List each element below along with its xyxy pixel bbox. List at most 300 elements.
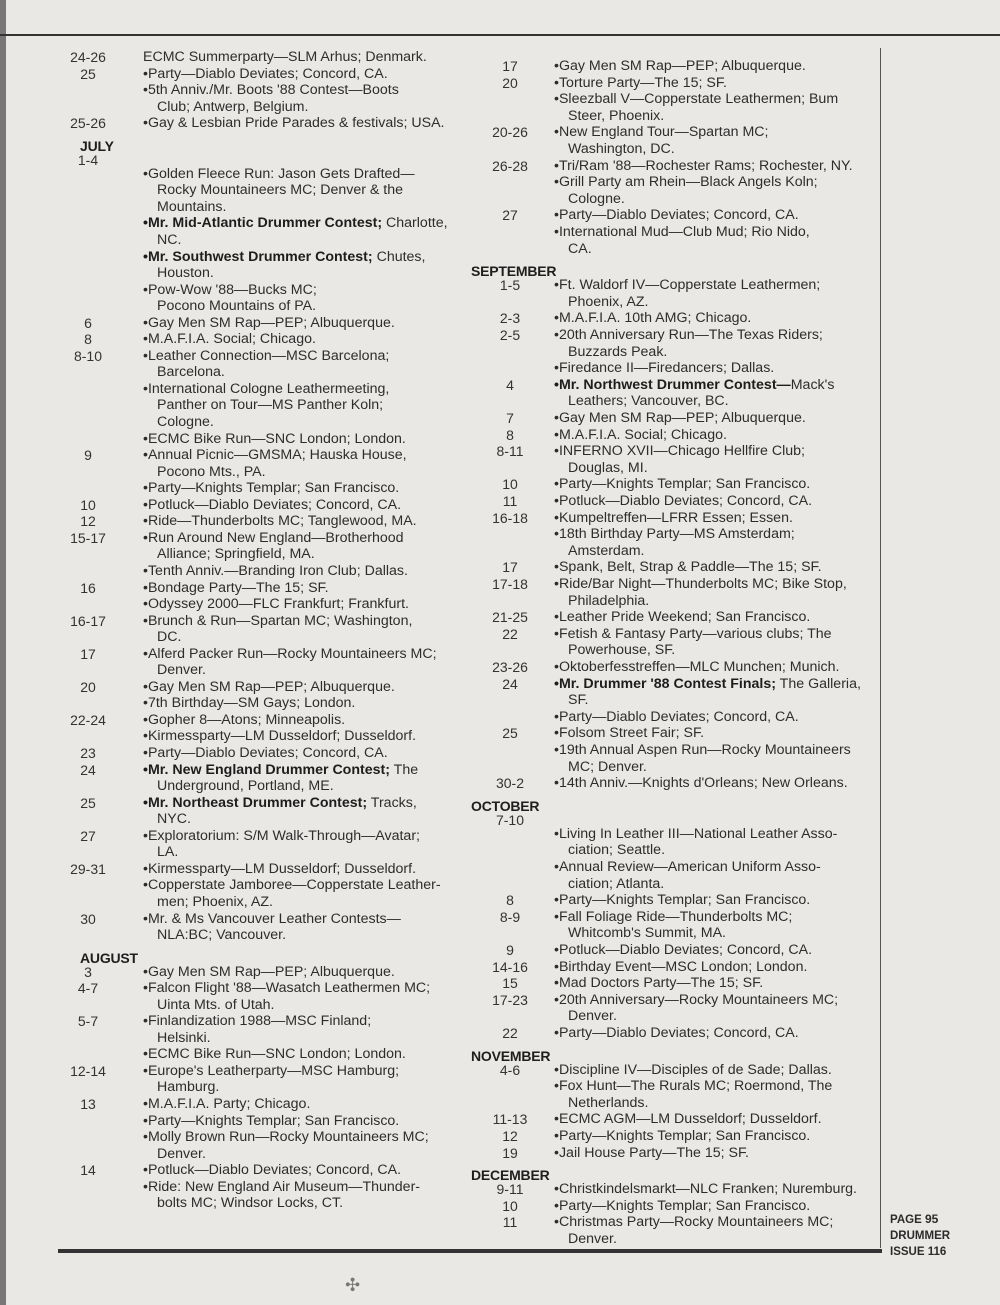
event-detail: •14th Anniv.—Knights d'Orleans; New Orleans. <box>554 775 848 792</box>
event-date: 5-7 <box>77 1013 99 1030</box>
event-detail: Denver. <box>157 1145 206 1162</box>
event-date: 27 <box>502 207 518 224</box>
event-text <box>157 997 274 1013</box>
event-date: 15 <box>502 975 518 992</box>
event-detail: •Potluck—Diablo Deviates; Concord, CA. <box>554 493 813 509</box>
event-highlight: •Mr. Mid-Atlantic Drummer Contest; <box>143 215 383 232</box>
event-text <box>554 427 727 443</box>
event-detail: Cologne. <box>568 190 625 207</box>
event-date: 19 <box>502 1144 518 1161</box>
event-detail: Denver. <box>157 662 206 679</box>
event-date: 22 <box>502 1025 518 1041</box>
event-detail: Club; Antwerp, Belgium. <box>157 98 309 115</box>
event-detail: •Christkindelsmarkt—NLC Franken; Nuremburg. <box>554 1181 857 1198</box>
event-text <box>554 559 822 575</box>
event-text <box>554 493 812 509</box>
event-text <box>554 1214 833 1230</box>
event-detail: •Pow-Wow '88—Bucks MC; <box>143 281 317 298</box>
event-text <box>143 82 399 98</box>
event-text <box>554 725 704 741</box>
event-detail: •New England Tour—Spartan MC; <box>554 124 769 141</box>
event-detail: LA. <box>157 844 179 861</box>
event-text <box>157 629 181 645</box>
event-text <box>554 174 818 190</box>
event-detail: •Fox Hunt—The Rurals MC; Roermond, The <box>554 1078 833 1095</box>
event-detail: Charlotte, <box>382 215 448 232</box>
event-detail: •Gopher 8—Atons; Minneapolis. <box>143 711 346 728</box>
event-detail: Rocky Mountaineers MC; Denver & the <box>157 182 404 199</box>
event-detail: Washington, DC. <box>568 141 675 157</box>
top-rule <box>0 34 1000 36</box>
month-heading: JULY <box>80 137 114 154</box>
event-detail: •Jail House Party—The 15; SF. <box>554 1144 750 1161</box>
event-text <box>568 241 592 257</box>
event-highlight: •Mr. Drummer '88 Contest Finals; <box>554 675 776 692</box>
event-detail: Powerhouse, SF. <box>568 642 676 659</box>
event-text <box>554 310 751 326</box>
event-text <box>568 1008 617 1024</box>
event-date: 11 <box>502 493 518 509</box>
event-detail: men; Phoenix, AZ. <box>157 893 273 910</box>
event-detail: Amsterdam. <box>568 542 645 559</box>
event-detail: •Leather Connection—MSC Barcelona; <box>143 347 390 364</box>
event-detail: •Run Around New England—Brotherhood <box>143 529 404 546</box>
event-text <box>554 377 834 393</box>
event-detail: Phoenix, AZ. <box>568 293 649 310</box>
event-detail: •Kirmessparty—LM Dusseldorf; Dusseldorf. <box>143 860 417 877</box>
event-detail: •Torture Party—The 15; SF. <box>554 74 727 91</box>
event-date: 10 <box>80 496 96 513</box>
event-detail: ciation; Seattle. <box>568 842 666 859</box>
event-text <box>143 911 401 927</box>
event-text <box>143 530 404 546</box>
event-detail: •Gay Men SM Rap—PEP; Albuquerque. <box>554 58 806 74</box>
event-text <box>554 576 847 592</box>
bottom-rule <box>58 1249 882 1253</box>
margin-rule <box>880 48 881 1248</box>
event-detail: •Brunch & Run—Spartan MC; Washington, <box>143 612 413 629</box>
event-date: 30 <box>80 910 96 927</box>
event-detail: •M.A.F.I.A. Social; Chicago. <box>554 426 727 443</box>
event-date: 25 <box>80 794 96 811</box>
event-detail: •Annual Review—American Uniform Asso- <box>554 859 821 875</box>
event-detail: •19th Annual Aspen Run—Rocky Mountaineers <box>554 742 851 758</box>
event-text <box>157 1030 211 1046</box>
event-date: 12 <box>502 1128 518 1144</box>
event-detail: •Birthday Event—MSC London; London. <box>554 958 808 975</box>
event-text <box>554 609 810 625</box>
event-detail: •Gay Men SM Rap—PEP; Albuquerque. <box>554 410 806 426</box>
event-detail: Pocono Mts., PA. <box>157 463 266 480</box>
event-detail: Panther on Tour—MS Panther Koln; <box>157 397 384 414</box>
event-date: 25 <box>502 725 518 742</box>
event-text <box>568 842 665 858</box>
event-date: 23 <box>80 745 96 761</box>
event-text <box>568 593 649 609</box>
event-detail: •Tri/Ram '88—Rochester Rams; Rochester, NY. <box>554 157 853 174</box>
event-detail: Whitcomb's Summit, MA. <box>568 925 727 942</box>
event-date: 17 <box>502 58 518 74</box>
event-text <box>554 1198 810 1214</box>
event-date: 15-17 <box>70 529 106 546</box>
event-highlight: •Mr. Northeast Drummer Contest; <box>143 794 368 811</box>
event-date: 16 <box>80 579 96 596</box>
event-text <box>143 1096 310 1112</box>
event-date: 22-24 <box>70 711 106 728</box>
event-text <box>568 344 667 360</box>
event-text <box>157 778 334 794</box>
event-detail: •International Cologne Leathermeeting, <box>143 380 390 397</box>
event-text <box>143 49 427 65</box>
event-text <box>554 1128 810 1144</box>
event-text <box>157 894 273 910</box>
event-highlight: •Mr. Southwest Drummer Contest; <box>143 248 373 265</box>
event-detail: •Party—Knights Templar; San Francisco. <box>143 480 400 497</box>
page-number-line: PAGE 95 <box>890 1212 939 1226</box>
event-text <box>143 1013 371 1029</box>
event-date: 10 <box>502 476 518 493</box>
event-date: 9-11 <box>496 1181 524 1198</box>
event-text <box>157 464 266 480</box>
event-date: 23-26 <box>492 659 528 675</box>
event-date: 2-5 <box>499 327 521 343</box>
event-detail: Pocono Mountains of PA. <box>157 298 317 315</box>
event-detail: •Firedance II—Firedancers; Dallas. <box>554 360 775 377</box>
event-date: 4-7 <box>77 980 99 997</box>
event-text <box>157 364 225 380</box>
event-date: 7 <box>506 410 514 426</box>
event-detail: DC. <box>157 629 182 646</box>
event-text <box>157 265 214 281</box>
event-detail: •M.A.F.I.A. 10th AMG; Chicago. <box>554 310 752 327</box>
event-text <box>157 397 383 413</box>
event-detail: The <box>389 761 419 778</box>
event-text <box>568 393 729 409</box>
event-detail: •Finlandization 1988—MSC Finland; <box>143 1013 372 1030</box>
event-detail: •INFERNO XVII—Chicago Hellfire Club; <box>554 443 805 460</box>
event-text <box>143 877 441 893</box>
event-text <box>143 480 399 496</box>
event-highlight: •Mr. New England Drummer Contest; <box>143 761 390 778</box>
event-text <box>143 1162 401 1178</box>
event-detail: Buzzards Peak. <box>568 343 668 360</box>
event-text <box>157 1079 219 1095</box>
event-text <box>568 1095 648 1111</box>
event-date: 24 <box>502 675 518 692</box>
event-detail: •Party—Knights Templar; San Francisco. <box>554 892 811 909</box>
event-text <box>554 476 810 492</box>
event-text <box>554 124 768 140</box>
event-date: 10 <box>502 1197 518 1214</box>
event-text <box>143 282 317 298</box>
event-detail: •Ride: New England Air Museum—Thunder- <box>143 1178 421 1195</box>
event-text <box>143 431 406 447</box>
event-date: 8 <box>506 892 514 909</box>
event-date: 6 <box>84 314 92 331</box>
event-detail: Leathers; Vancouver, BC. <box>568 393 729 410</box>
event-detail: •Party—Diablo Deviates; Concord, CA. <box>143 745 388 761</box>
event-date: 17 <box>80 645 96 662</box>
event-detail: •Exploratorium: S/M Walk-Through—Avatar; <box>143 827 420 844</box>
month-heading: SEPTEMBER <box>471 263 557 280</box>
event-date: 9 <box>506 942 514 958</box>
event-detail: •M.A.F.I.A. Social; Chicago. <box>143 331 316 348</box>
event-detail: bolts MC; Windsor Locks, CT. <box>157 1195 344 1212</box>
event-detail: •Ft. Waldorf IV—Copperstate Leathermen; <box>554 277 821 294</box>
event-text <box>143 861 416 877</box>
event-text <box>143 596 409 612</box>
event-date: 24-26 <box>70 49 106 65</box>
event-text <box>157 99 308 115</box>
event-text <box>143 166 415 182</box>
event-detail: Tracks, <box>367 794 417 811</box>
event-text <box>568 191 625 207</box>
event-detail: •Copperstate Jamboree—Copperstate Leather- <box>143 877 441 894</box>
event-text <box>143 964 395 980</box>
event-date: 14 <box>80 1162 96 1179</box>
event-detail: •Kumpeltreffen—LFRR Essen; Essen. <box>554 509 793 526</box>
event-detail: •Party—Knights Templar; San Francisco. <box>554 1197 811 1214</box>
event-detail: MC; Denver. <box>568 758 647 775</box>
event-date: 4-6 <box>499 1061 521 1078</box>
event-text <box>157 844 178 860</box>
print-mark: ✣ <box>345 1275 361 1295</box>
event-text <box>568 141 675 157</box>
event-text <box>143 331 316 347</box>
event-detail: The Galleria, <box>776 675 861 692</box>
event-detail: Uinta Mts. of Utah. <box>157 996 275 1013</box>
event-date: 2-3 <box>499 310 521 327</box>
event-date: 8-9 <box>499 908 521 925</box>
event-detail: •Potluck—Diablo Deviates; Concord, CA. <box>143 496 402 513</box>
event-detail: Denver. <box>568 1231 617 1247</box>
event-text <box>143 1129 429 1145</box>
event-text <box>554 626 832 642</box>
event-text <box>143 695 355 711</box>
issue-number: ISSUE 116 <box>890 1246 947 1258</box>
event-text <box>554 410 806 426</box>
event-date: 12 <box>80 513 96 530</box>
event-text <box>143 728 416 744</box>
event-text <box>143 1046 406 1062</box>
event-detail: •Gay Men SM Rap—PEP; Albuquerque. <box>143 314 395 331</box>
event-date: 16-18 <box>492 509 528 526</box>
event-detail: •Fetish & Fantasy Party—various clubs; The <box>554 625 832 642</box>
event-detail: •Ride—Thunderbolts MC; Tanglewood, MA. <box>143 513 417 530</box>
event-date: 9 <box>84 447 92 464</box>
event-text <box>554 158 853 174</box>
month-heading: DECEMBER <box>471 1167 550 1184</box>
event-text <box>157 927 286 943</box>
event-detail: •Bondage Party—The 15; SF. <box>143 579 329 596</box>
event-text <box>157 1195 343 1211</box>
event-text <box>143 712 345 728</box>
event-detail: SF. <box>568 692 589 709</box>
event-detail: •International Mud—Club Mud; Rio Nido, <box>554 224 810 240</box>
event-text <box>554 826 837 842</box>
event-detail: •Potluck—Diablo Deviates; Concord, CA. <box>143 1162 402 1179</box>
event-detail: CA. <box>568 240 592 257</box>
event-text <box>143 646 437 662</box>
event-date: 8 <box>84 331 92 348</box>
event-text <box>554 443 805 459</box>
event-detail: •ECMC AGM—LM Dusseldorf; Dusseldorf. <box>554 1111 822 1128</box>
event-detail: NC. <box>157 231 182 248</box>
event-detail: •20th Anniversary Run—The Texas Riders; <box>554 327 823 343</box>
event-detail: •Annual Picnic—GMSMA; Hauska House, <box>143 447 407 464</box>
event-text <box>143 828 420 844</box>
event-text <box>568 692 589 708</box>
event-text <box>157 232 181 248</box>
event-detail: Philadelphia. <box>568 592 650 609</box>
event-text <box>157 199 226 215</box>
event-detail: •Party—Knights Templar; San Francisco. <box>143 1112 400 1129</box>
event-text <box>143 513 417 529</box>
event-text <box>554 91 838 107</box>
event-detail: •Party—Diablo Deviates; Concord, CA. <box>554 708 799 725</box>
event-date: 17 <box>502 559 518 576</box>
event-text <box>568 543 644 559</box>
event-text <box>143 580 329 596</box>
event-text <box>554 892 810 908</box>
event-text <box>143 447 407 463</box>
event-date: 3 <box>84 963 92 980</box>
event-text <box>554 1181 857 1197</box>
event-detail: NLA:BC; Vancouver. <box>157 927 287 944</box>
event-detail: •Living In Leather III—National Leather Asso- <box>554 825 838 842</box>
event-detail: •Sleezball V—Copperstate Leathermen; Bum <box>554 91 839 108</box>
event-detail: •Oktoberfesstreffen—MLC Munchen; Munich. <box>554 659 840 675</box>
event-text <box>554 676 861 692</box>
event-text <box>554 859 821 875</box>
event-date: 11 <box>502 1214 518 1231</box>
event-text <box>143 762 418 778</box>
event-detail: •ECMC Bike Run—SNC London; London. <box>143 1046 406 1063</box>
event-text <box>568 876 664 892</box>
event-text <box>157 811 191 827</box>
event-date: 1-4 <box>77 151 99 168</box>
month-heading: NOVEMBER <box>471 1047 551 1064</box>
event-text <box>554 207 799 223</box>
event-text <box>143 679 395 695</box>
event-text <box>568 108 664 124</box>
event-detail: ECMC Summerparty—SLM Arhus; Denmark. <box>143 49 427 65</box>
event-detail: •Golden Fleece Run: Jason Gets Drafted— <box>143 165 415 182</box>
event-text <box>554 659 839 675</box>
event-date: 4 <box>506 376 514 393</box>
event-text <box>554 75 727 91</box>
event-detail: •Christmas Party—Rocky Mountaineers MC; <box>554 1214 834 1231</box>
event-text <box>554 58 806 74</box>
event-text <box>143 563 408 579</box>
event-text <box>143 348 389 364</box>
event-date: 25 <box>80 65 96 82</box>
event-detail: •Potluck—Diablo Deviates; Concord, CA. <box>554 942 813 958</box>
event-detail: Barcelona. <box>157 364 225 381</box>
event-text <box>554 327 823 343</box>
event-date: 8-11 <box>496 443 524 460</box>
event-text <box>554 992 838 1008</box>
event-text <box>554 942 812 958</box>
event-text <box>554 224 810 240</box>
event-detail: Mountains. <box>157 198 227 215</box>
event-detail: •Party—Diablo Deviates; Concord, CA. <box>143 65 388 82</box>
event-text <box>568 1231 617 1247</box>
event-text <box>143 315 395 331</box>
event-text <box>568 460 648 476</box>
event-detail: •Fall Foliage Ride—Thunderbolts MC; <box>554 908 793 925</box>
event-date: 26-28 <box>492 157 528 174</box>
event-text <box>554 1145 749 1161</box>
event-detail: •Tenth Anniv.—Branding Iron Club; Dallas. <box>143 562 408 579</box>
event-text <box>554 277 820 293</box>
event-detail: •Party—Knights Templar; San Francisco. <box>554 476 811 493</box>
event-detail: Underground, Portland, ME. <box>157 778 334 795</box>
event-detail: •Discipline IV—Disciples of de Sade; Dallas. <box>554 1061 832 1078</box>
event-text <box>143 1113 399 1129</box>
event-text <box>143 381 389 397</box>
event-text <box>143 115 444 131</box>
event-text <box>143 745 388 761</box>
event-date: 27 <box>80 827 96 844</box>
event-text <box>143 249 425 265</box>
event-text <box>157 182 403 198</box>
event-text <box>554 526 795 542</box>
event-detail: Helsinki. <box>157 1029 211 1046</box>
event-text <box>568 294 648 310</box>
event-text <box>143 66 388 82</box>
event-text <box>143 215 448 231</box>
event-date: 13 <box>80 1096 96 1112</box>
event-detail: •M.A.F.I.A. Party; Chicago. <box>143 1096 311 1112</box>
event-date: 17-23 <box>492 991 528 1008</box>
event-detail: •Spank, Belt, Strap & Paddle—The 15; SF. <box>554 559 822 576</box>
event-detail: •7th Birthday—SM Gays; London. <box>143 695 356 712</box>
event-text <box>568 759 647 775</box>
event-date: 8 <box>506 426 514 443</box>
event-detail: •18th Birthday Party—MS Amsterdam; <box>554 526 795 543</box>
event-detail: •Ride/Bar Night—Thunderbolts MC; Bike Stop, <box>554 576 847 592</box>
event-detail: Mack's <box>790 376 835 393</box>
event-detail: •Mr. & Ms Vancouver Leather Contests— <box>143 910 401 927</box>
event-detail: •Gay Men SM Rap—PEP; Albuquerque. <box>143 963 395 980</box>
event-date: 17-18 <box>492 576 528 592</box>
event-text <box>554 975 763 991</box>
event-date: 22 <box>502 625 518 642</box>
event-detail: •20th Anniversary—Rocky Mountaineers MC; <box>554 991 839 1008</box>
event-detail: •Molly Brown Run—Rocky Mountaineers MC; <box>143 1129 429 1146</box>
event-date: 20 <box>80 678 96 695</box>
event-text <box>554 510 793 526</box>
event-detail: •Europe's Leatherparty—MSC Hamburg; <box>143 1062 400 1079</box>
event-date: 25-26 <box>70 115 106 132</box>
event-detail: NYC. <box>157 811 191 828</box>
event-text <box>157 414 214 430</box>
event-date: 21-25 <box>492 609 528 626</box>
magazine-name: DRUMMER <box>890 1230 951 1242</box>
event-date: 8-10 <box>73 347 103 364</box>
event-date: 16-17 <box>70 612 106 629</box>
event-text <box>554 709 799 725</box>
event-text <box>143 1063 399 1079</box>
event-date: 11-13 <box>492 1111 528 1128</box>
event-date: 1-5 <box>499 277 521 294</box>
event-detail: Netherlands. <box>568 1094 649 1111</box>
event-date: 14-16 <box>492 958 528 975</box>
event-detail: •Party—Diablo Deviates; Concord, CA. <box>554 207 799 224</box>
page-gutter-shadow <box>0 0 6 1305</box>
event-detail: •Party—Knights Templar; San Francisco. <box>554 1128 811 1144</box>
